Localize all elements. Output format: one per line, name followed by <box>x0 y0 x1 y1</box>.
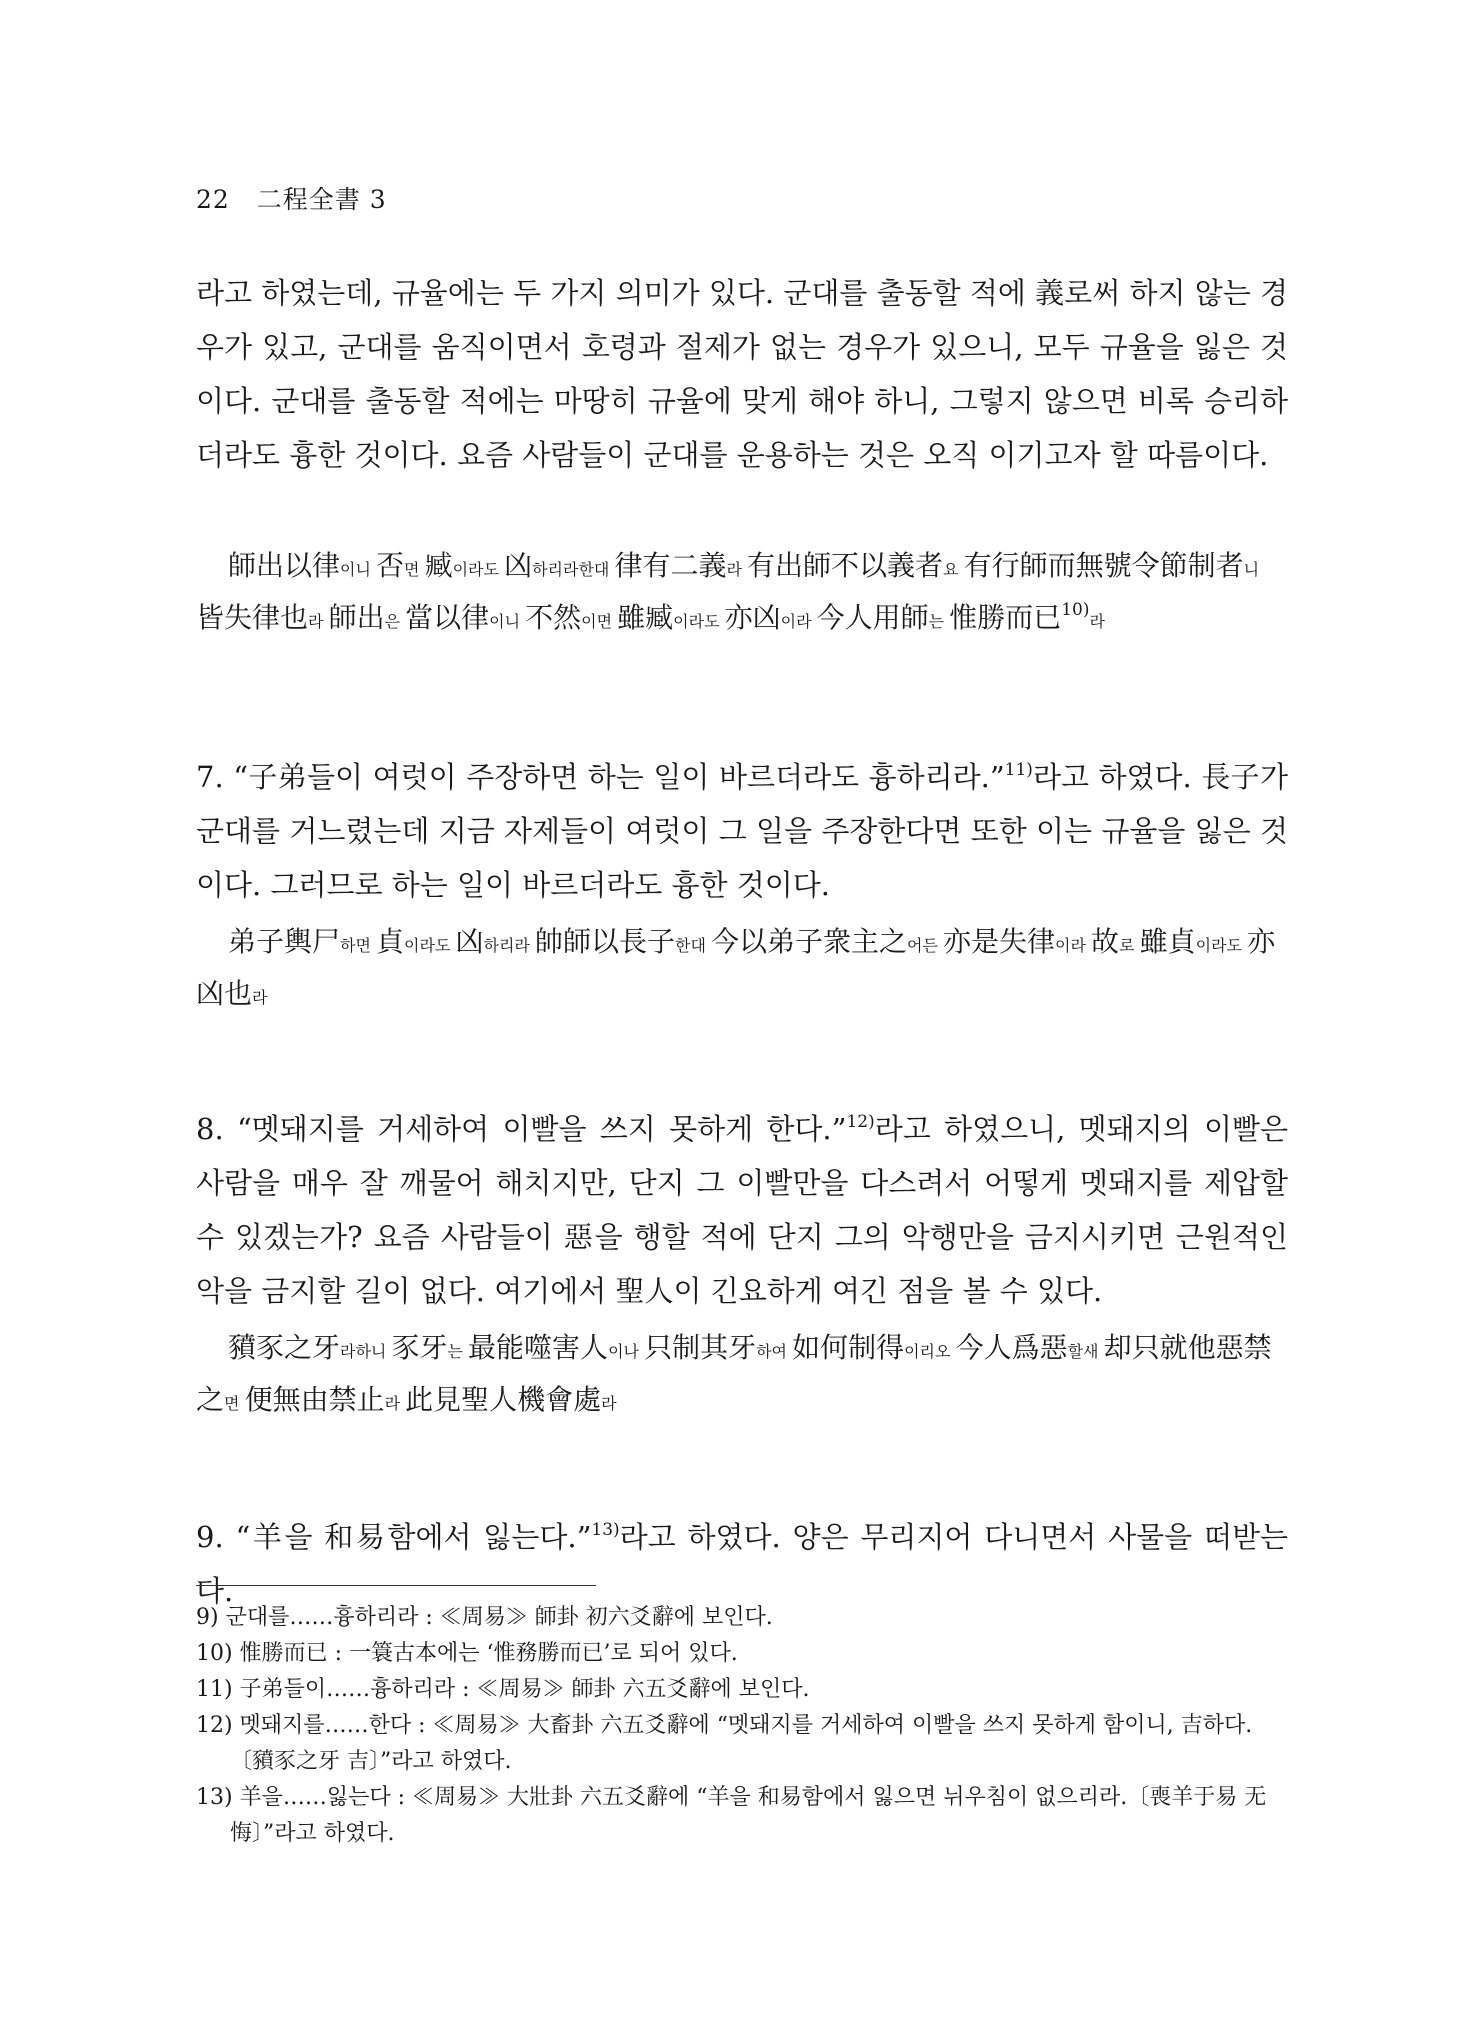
original-text-7-segments <box>196 925 1275 1010</box>
footnote-12: 12) 멧돼지를……한다 : ≪周易≫ 大畜卦 六五爻辭에 “멧돼지를 거세하여 이빨을 쓰지 못하게 함이니, 吉하다.〔豶豕之牙 吉〕”라고 하였다. <box>196 1713 1253 1774</box>
book-title: 二程全書 3 <box>256 185 387 214</box>
original-hanja-phrase: 雖臧 <box>617 601 674 634</box>
original-hanja-phrase: 雖貞 <box>1139 925 1196 958</box>
quote-9: 9. “羊을 和易함에서 잃는다.” <box>196 1520 592 1554</box>
original-reading-particle: 하리라 <box>483 936 535 955</box>
original-reading-particle: 이면 <box>581 612 618 631</box>
original-reading-particle: 면 <box>224 1394 245 1413</box>
original-reading-particle: 이라도 <box>1195 936 1248 955</box>
footnote-ref-12: 12) <box>846 1112 875 1132</box>
page-number: 22 <box>196 185 230 214</box>
footnotes-list <box>196 1600 1288 1852</box>
original-hanja-phrase: 師出以律 <box>228 549 341 582</box>
commentary-7: 라고 하였다. 長子가 군대를 거느렸는데 지금 자제들이 여럿이 그 일을 주장한다면 또한 이는 규율을 잃은 것이다. 그러므로 하는 일이 바르더라도 흉한 것이다. <box>196 760 1288 902</box>
original-hanja-phrase: 今人用師 <box>816 601 929 634</box>
translation-paragraph-6-end: 라고 하였는데, 규율에는 두 가지 의미가 있다. 군대를 출동할 적에 義로써 하지 않는 경우가 있고, 군대를 움직이면서 호령과 절제가 없는 경우가 있으니, 모두 규율을 잃은 것이다. 군대를 출동할 적에는 마땅히 규율에 맞게 해야 하니, 그렇지 않으면 비록 승리하더라도 흉한 것이다. 요즘 사람들이 군대를 운용하는 것은 오직 이기고자 할 따름이다. <box>196 276 1288 472</box>
original-reading-particle: 라하니 <box>340 1342 392 1361</box>
original-hanja-phrase: 凶 <box>504 549 533 582</box>
original-hanja-phrase: 師出 <box>328 601 385 634</box>
footnote-11: 11) 子弟들이……흉하리라 : ≪周易≫ 師卦 六五爻辭에 보인다. <box>196 1677 810 1702</box>
original-reading-particle: 이리오 <box>904 1342 956 1361</box>
commentary-9: 라고 하였다. 양은 무리지어 다니면서 사물을 떠받는다. <box>196 1520 1288 1608</box>
original-reading-particle: 는 <box>928 612 950 631</box>
original-hanja-phrase: 弟子輿尸 <box>228 925 341 958</box>
original-reading-particle: 이니 <box>340 560 377 579</box>
original-hanja-phrase: 惟勝而已 <box>949 601 1062 634</box>
footnote-ref-11: 11) <box>1004 760 1033 780</box>
original-hanja-phrase: 此見聖人機會處 <box>405 1383 602 1416</box>
original-hanja-phrase: 臧 <box>424 549 453 582</box>
footnote-ref-13: 13) <box>591 1520 620 1540</box>
original-reading-particle: 는 <box>447 1342 469 1361</box>
original-hanja-phrase: 最能噬害人 <box>468 1331 609 1364</box>
original-text-6-tail: 라 <box>1089 612 1105 631</box>
original-reading-particle: 이니 <box>489 612 526 631</box>
running-head <box>196 180 387 216</box>
quote-7: 7. “子弟들이 여럿이 주장하면 하는 일이 바르더라도 흉하리라.” <box>196 760 1005 794</box>
footnote-10: 10) 惟勝而已 : 一簑古本에는 ‘惟務勝而已’로 되어 있다. <box>196 1641 738 1666</box>
original-hanja-phrase: 凶 <box>455 925 484 958</box>
original-text-6 <box>196 542 1288 646</box>
original-hanja-phrase: 豶豕之牙 <box>228 1331 341 1364</box>
original-hanja-phrase: 皆失律也 <box>196 601 309 634</box>
original-hanja-phrase: 不然 <box>525 601 582 634</box>
original-hanja-phrase: 有行師而無號令節制者 <box>963 549 1244 582</box>
original-reading-particle: 이라 <box>780 612 817 631</box>
original-reading-particle: 이라도 <box>404 936 456 955</box>
original-reading-particle: 라 <box>384 1394 406 1413</box>
original-hanja-phrase: 亦是失律 <box>943 925 1056 958</box>
original-hanja-phrase: 豕牙 <box>391 1331 448 1364</box>
original-hanja-phrase: 便無由禁止 <box>244 1383 385 1416</box>
original-reading-particle: 이라도 <box>673 612 725 631</box>
original-hanja-phrase: 今人爲惡 <box>955 1331 1068 1364</box>
original-reading-particle: 라 <box>726 560 748 579</box>
translation-paragraph-7 <box>196 750 1288 912</box>
original-reading-particle: 라 <box>252 988 268 1007</box>
original-reading-particle: 요 <box>943 560 964 579</box>
quote-8: 8. “멧돼지를 거세하여 이빨을 쓰지 못하게 한다.” <box>196 1112 847 1146</box>
original-hanja-phrase: 只制其牙 <box>644 1331 757 1364</box>
original-hanja-phrase: 帥師以長子 <box>534 925 675 958</box>
original-hanja-phrase: 却只就他惡禁之 <box>196 1331 1272 1416</box>
original-hanja-phrase: 如何制得 <box>792 1331 905 1364</box>
original-text-8-segments <box>196 1331 1272 1416</box>
original-reading-particle: 어든 <box>907 936 944 955</box>
original-hanja-phrase: 故 <box>1091 925 1120 958</box>
original-reading-particle: 니 <box>1243 560 1260 579</box>
original-reading-particle: 로 <box>1119 936 1140 955</box>
footnote-9: 9) 군대를……흉하리라 : ≪周易≫ 師卦 初六爻辭에 보인다. <box>196 1605 773 1630</box>
translation-paragraph-8 <box>196 1102 1288 1318</box>
original-reading-particle: 하여 <box>756 1342 793 1361</box>
original-hanja-phrase: 亦凶 <box>724 601 781 634</box>
original-hanja-phrase: 有出師不以義者 <box>747 549 944 582</box>
original-hanja-phrase: 亦凶也 <box>196 925 1276 1010</box>
original-reading-particle: 이라도 <box>452 560 505 579</box>
original-reading-particle: 면 <box>404 560 425 579</box>
original-reading-particle: 한대 <box>675 936 711 955</box>
footnote-divider <box>196 1585 596 1586</box>
original-hanja-phrase: 當以律 <box>405 601 490 634</box>
original-text-8 <box>196 1324 1288 1428</box>
original-hanja-phrase: 否 <box>376 549 405 582</box>
original-reading-particle: 라 <box>308 612 329 631</box>
original-reading-particle: 이나 <box>608 1342 645 1361</box>
original-reading-particle: 이라 <box>1055 936 1092 955</box>
original-reading-particle: 할새 <box>1067 1342 1104 1361</box>
footnote-13: 13) 羊을……잃는다 : ≪周易≫ 大壯卦 六五爻辭에 “羊을 和易함에서 잃으면 뉘우침이 없으리라.〔喪羊于易 无悔〕”라고 하였다. <box>196 1785 1267 1846</box>
original-reading-particle: 라 <box>601 1394 617 1413</box>
footnote-ref-10: 10) <box>1061 600 1090 620</box>
commentary-8: 라고 하였으니, 멧돼지의 이빨은 사람을 매우 잘 깨물어 해치지만, 단지 그 이빨만을 다스려서 어떻게 멧돼지를 제압할 수 있겠는가? 요즘 사람들이 惡을 행할 적에 단지 그의 악행만을 금지시키면 근원적인 악을 금지할 길이 없다. 여기에서 聖人이 긴요하게 여긴 점을 볼 수 있다. <box>196 1112 1288 1308</box>
original-hanja-phrase: 貞 <box>376 925 405 958</box>
original-hanja-phrase: 今以弟子衆主之 <box>711 925 908 958</box>
original-hanja-phrase: 律有二義 <box>614 549 727 582</box>
original-reading-particle: 하리라한대 <box>532 560 615 579</box>
original-reading-particle: 은 <box>384 612 406 631</box>
original-reading-particle: 하면 <box>340 936 377 955</box>
original-text-7 <box>196 918 1288 1022</box>
